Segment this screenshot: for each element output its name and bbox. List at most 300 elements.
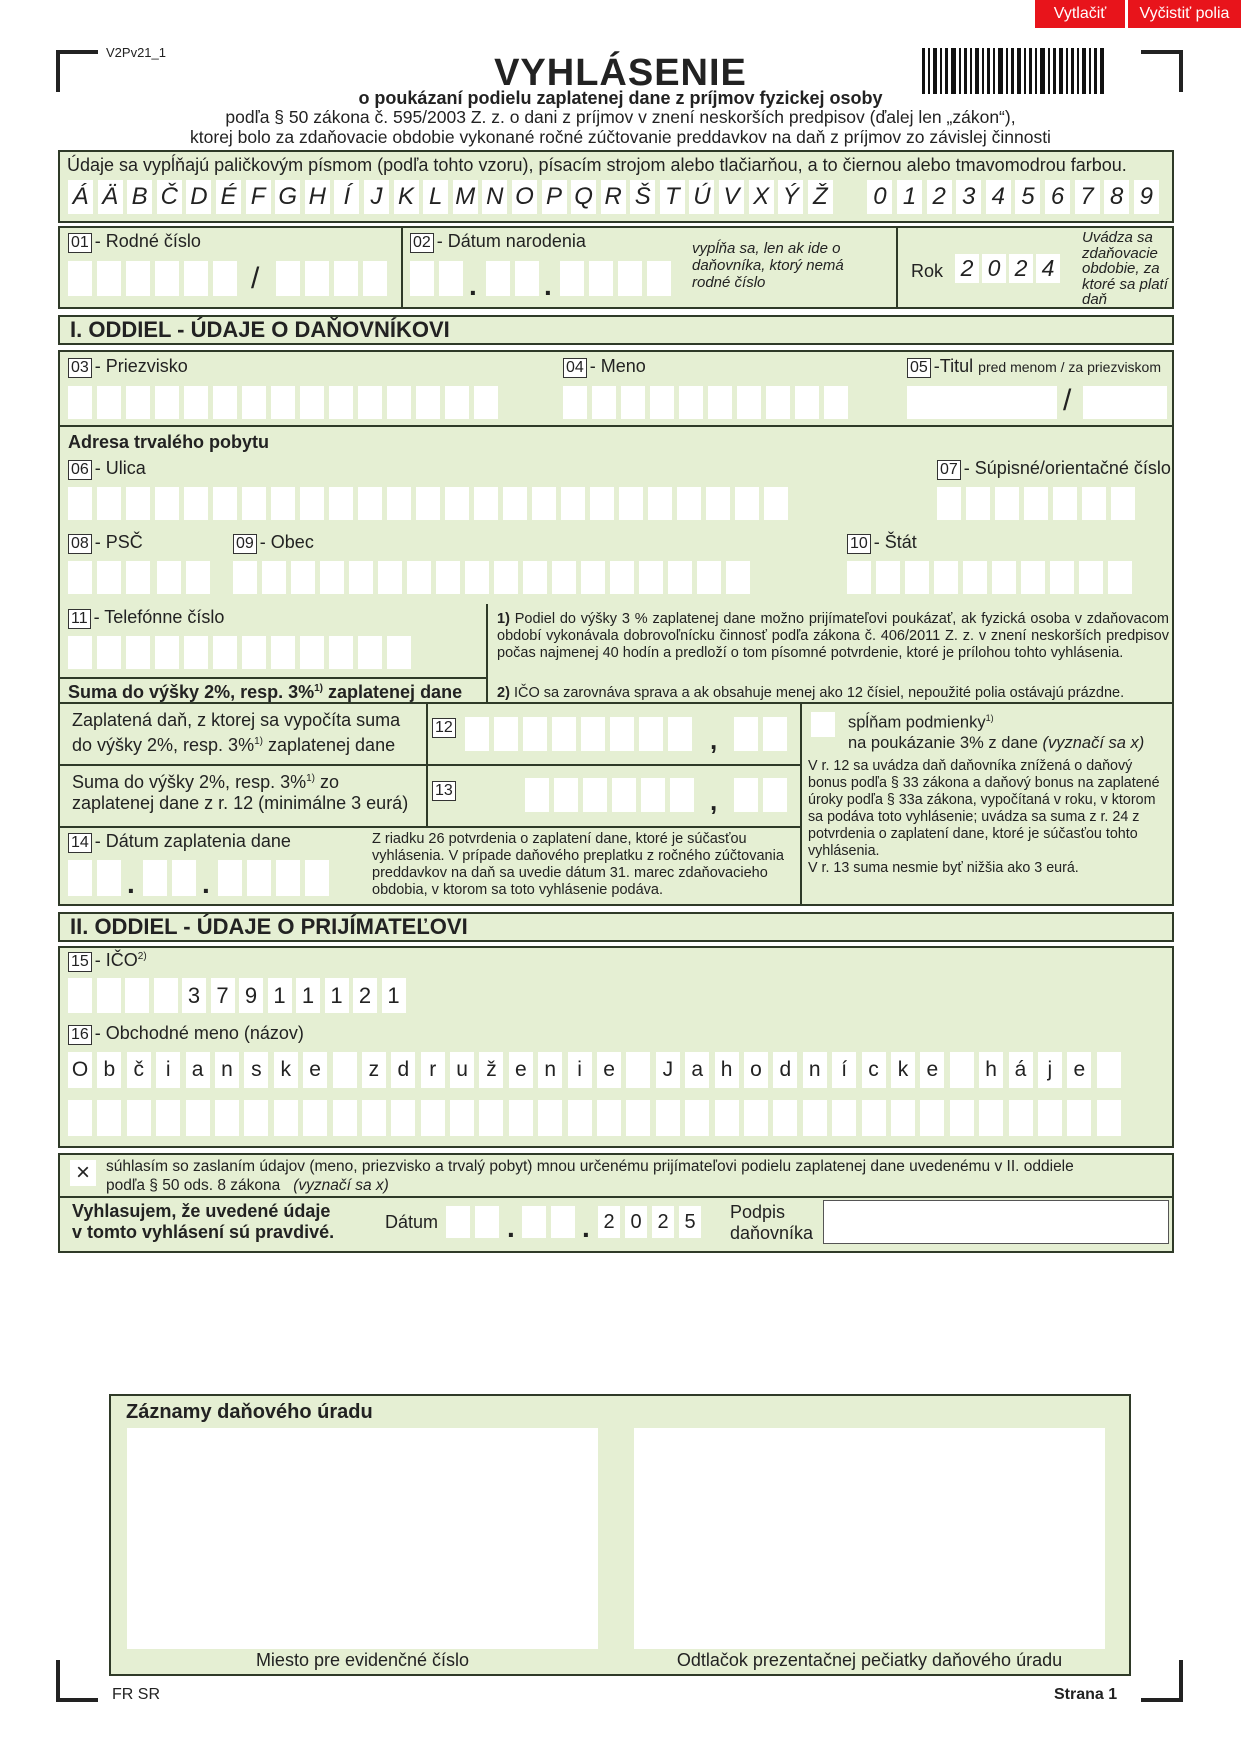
char-box[interactable] xyxy=(1009,1100,1033,1136)
char-box[interactable] xyxy=(650,386,674,419)
address-heading: Adresa trvalého pobytu xyxy=(68,432,270,452)
char-box[interactable] xyxy=(764,487,788,520)
char-box[interactable] xyxy=(329,386,353,419)
char-box[interactable]: e xyxy=(597,1052,621,1088)
char-box[interactable] xyxy=(581,561,605,594)
char-box[interactable] xyxy=(155,386,179,419)
char-box[interactable] xyxy=(126,386,150,419)
char-box[interactable] xyxy=(465,717,489,751)
char-box[interactable]: 0 xyxy=(625,1206,647,1238)
char-box[interactable]: e xyxy=(509,1052,533,1088)
char-box[interactable] xyxy=(126,561,150,594)
evidence-number-caption: Miesto pre evidenčné číslo xyxy=(255,1650,470,1670)
char-box[interactable] xyxy=(68,636,92,669)
tax-office-title: Záznamy daňového úradu xyxy=(126,1401,373,1423)
char-box[interactable] xyxy=(242,386,266,419)
char-box[interactable] xyxy=(271,386,295,419)
char-box[interactable]: b xyxy=(97,1052,121,1088)
char-box[interactable] xyxy=(494,717,518,751)
obchodne-meno-row-2[interactable] xyxy=(68,1100,1126,1136)
sample-glyph: P xyxy=(542,180,567,214)
char-box[interactable] xyxy=(97,561,121,594)
char-box[interactable] xyxy=(465,561,489,594)
birth-year[interactable] xyxy=(560,261,676,296)
char-box[interactable] xyxy=(242,487,266,520)
char-box[interactable]: d xyxy=(391,1052,415,1088)
char-box[interactable]: d xyxy=(773,1052,797,1088)
char-box[interactable] xyxy=(992,561,1016,594)
char-box[interactable]: 1 xyxy=(268,978,292,1013)
char-box[interactable] xyxy=(963,561,987,594)
ulica-field[interactable] xyxy=(68,487,793,520)
char-box[interactable] xyxy=(358,487,382,520)
char-box[interactable] xyxy=(300,386,324,419)
evidence-number-area[interactable] xyxy=(127,1428,598,1649)
label-obchodne-meno: 16 - Obchodné meno (názov) xyxy=(68,1023,304,1045)
payment-month[interactable] xyxy=(143,860,201,896)
char-box[interactable] xyxy=(626,1100,650,1136)
sample-glyph: D xyxy=(186,180,211,214)
char-box[interactable]: h xyxy=(979,1052,1003,1088)
char-box[interactable] xyxy=(242,636,266,669)
char-box[interactable] xyxy=(568,1100,592,1136)
sample-glyph: Í xyxy=(334,180,359,214)
birth-note: vypĺňa sa, len ak ide o daňovníka, ktorý nemá rodné číslo xyxy=(692,240,844,291)
char-box[interactable] xyxy=(934,561,958,594)
char-box[interactable] xyxy=(416,386,440,419)
r12-euro-field[interactable] xyxy=(465,717,697,751)
sample-glyph: Ž xyxy=(808,180,833,214)
char-box[interactable] xyxy=(387,386,411,419)
char-box[interactable] xyxy=(715,1100,739,1136)
sample-glyph: K xyxy=(394,180,419,214)
char-box[interactable] xyxy=(737,386,761,419)
clear-fields-button[interactable]: Vyčistiť polia xyxy=(1128,0,1241,28)
dot: . xyxy=(582,1212,590,1243)
char-box[interactable] xyxy=(349,561,373,594)
char-box[interactable] xyxy=(450,1100,474,1136)
supisne-cislo-field[interactable] xyxy=(937,487,1140,520)
char-box[interactable] xyxy=(668,717,692,751)
char-box[interactable] xyxy=(697,561,721,594)
char-box[interactable] xyxy=(734,717,758,751)
char-box[interactable] xyxy=(610,561,634,594)
obchodne-meno-row-1[interactable] xyxy=(68,1052,1126,1088)
char-box[interactable]: k xyxy=(891,1052,915,1088)
char-box[interactable] xyxy=(271,487,295,520)
char-box[interactable] xyxy=(832,1100,856,1136)
signature-field[interactable] xyxy=(823,1200,1169,1244)
char-box[interactable] xyxy=(734,778,758,812)
char-box[interactable] xyxy=(525,778,549,812)
sample-glyph: Č xyxy=(157,180,182,214)
char-box[interactable]: e xyxy=(1067,1052,1091,1088)
char-box[interactable] xyxy=(763,778,787,812)
char-box[interactable]: 1 xyxy=(382,978,406,1013)
char-box[interactable] xyxy=(1111,487,1135,520)
condition-checkbox[interactable] xyxy=(811,712,835,737)
char-box[interactable] xyxy=(68,487,92,520)
char-box[interactable] xyxy=(362,1100,386,1136)
psc-field-2[interactable] xyxy=(157,561,215,594)
r13-cent-field[interactable] xyxy=(734,778,792,812)
char-box[interactable]: í xyxy=(832,1052,856,1088)
char-box[interactable] xyxy=(795,386,819,419)
comma: , xyxy=(710,725,718,755)
char-box[interactable] xyxy=(244,1100,268,1136)
section-1-title: I. ODDIEL - ÚDAJE O DAŇOVNÍKOVI xyxy=(58,315,1174,345)
ico-field[interactable] xyxy=(68,978,410,1013)
char-box[interactable] xyxy=(950,1052,974,1088)
char-box[interactable] xyxy=(271,636,295,669)
char-box[interactable] xyxy=(677,487,701,520)
char-box[interactable] xyxy=(590,487,614,520)
char-box[interactable] xyxy=(619,487,643,520)
char-box[interactable] xyxy=(621,386,645,419)
char-box[interactable] xyxy=(597,1100,621,1136)
char-box[interactable] xyxy=(979,1100,1003,1136)
char-box[interactable] xyxy=(726,561,750,594)
char-box[interactable] xyxy=(1038,1100,1062,1136)
r12-cent-field[interactable] xyxy=(734,717,792,751)
char-box[interactable] xyxy=(213,386,237,419)
stat-field[interactable] xyxy=(847,561,1137,594)
char-box[interactable] xyxy=(387,487,411,520)
titul-za-field[interactable] xyxy=(1083,386,1167,419)
char-box[interactable] xyxy=(320,561,344,594)
char-box[interactable] xyxy=(641,778,665,812)
char-box[interactable] xyxy=(1067,1100,1091,1136)
print-button[interactable]: Vytlačiť xyxy=(1035,0,1125,28)
char-box[interactable] xyxy=(215,1100,239,1136)
char-box[interactable] xyxy=(97,1100,121,1136)
char-box[interactable] xyxy=(474,386,498,419)
char-box[interactable]: 1 xyxy=(296,978,320,1013)
char-box[interactable] xyxy=(329,487,353,520)
meno-field[interactable] xyxy=(563,386,853,419)
sample-glyph: 5 xyxy=(1015,180,1040,214)
char-box[interactable] xyxy=(68,1100,92,1136)
char-box[interactable] xyxy=(523,561,547,594)
char-box[interactable]: s xyxy=(244,1052,268,1088)
form-code: V2Pv21_1 xyxy=(106,45,166,60)
char-box[interactable] xyxy=(950,1100,974,1136)
char-box[interactable]: n xyxy=(215,1052,239,1088)
char-box[interactable] xyxy=(333,1100,357,1136)
char-box[interactable] xyxy=(126,636,150,669)
sample-letters xyxy=(68,180,1163,214)
char-box[interactable]: 2 xyxy=(652,1206,674,1238)
char-box[interactable] xyxy=(274,1100,298,1136)
char-box[interactable] xyxy=(157,561,181,594)
char-box[interactable] xyxy=(706,487,730,520)
char-box[interactable] xyxy=(862,1100,886,1136)
char-box[interactable] xyxy=(233,561,257,594)
char-box[interactable] xyxy=(1021,561,1045,594)
char-box[interactable] xyxy=(583,778,607,812)
char-box[interactable] xyxy=(766,386,790,419)
char-box[interactable] xyxy=(509,1100,533,1136)
char-box[interactable]: č xyxy=(127,1052,151,1088)
char-box[interactable]: k xyxy=(274,1052,298,1088)
char-box[interactable] xyxy=(824,386,848,419)
char-box[interactable] xyxy=(186,561,210,594)
char-box[interactable]: 5 xyxy=(679,1206,701,1238)
char-box[interactable] xyxy=(184,636,208,669)
char-box[interactable] xyxy=(474,487,498,520)
obec-field[interactable] xyxy=(233,561,755,594)
char-box[interactable] xyxy=(184,487,208,520)
char-box[interactable] xyxy=(358,386,382,419)
birth-month[interactable] xyxy=(486,261,544,296)
char-box[interactable] xyxy=(561,487,585,520)
char-box[interactable] xyxy=(532,487,556,520)
char-box[interactable] xyxy=(68,386,92,419)
char-box[interactable] xyxy=(184,386,208,419)
char-box[interactable] xyxy=(303,1100,327,1136)
telefon-field[interactable] xyxy=(68,636,416,669)
char-box[interactable] xyxy=(126,487,150,520)
payment-year[interactable] xyxy=(218,860,334,896)
char-box[interactable] xyxy=(387,636,411,669)
sample-glyph: 3 xyxy=(956,180,981,214)
char-box[interactable] xyxy=(552,717,576,751)
char-box[interactable] xyxy=(407,561,431,594)
char-box[interactable] xyxy=(1053,487,1077,520)
char-box[interactable] xyxy=(97,487,121,520)
form-title: VYHLÁSENIE xyxy=(494,52,747,94)
rodne-cislo-part2[interactable] xyxy=(276,261,392,296)
char-box[interactable] xyxy=(656,1100,680,1136)
char-box[interactable]: 0 xyxy=(982,254,1006,283)
char-box[interactable] xyxy=(503,487,527,520)
char-box[interactable] xyxy=(378,561,402,594)
sample-glyph: 0 xyxy=(867,180,892,214)
priezvisko-field[interactable] xyxy=(68,386,503,419)
char-box[interactable] xyxy=(97,386,121,419)
declaration-statement: Vyhlasujem, že uvedené údaje v tomto vyhlásení sú pravdivé. xyxy=(72,1201,335,1242)
char-box[interactable]: ž xyxy=(479,1052,503,1088)
char-box[interactable] xyxy=(300,636,324,669)
char-box[interactable] xyxy=(803,1100,827,1136)
char-box[interactable] xyxy=(773,1100,797,1136)
char-box[interactable] xyxy=(494,561,518,594)
declaration-day[interactable] xyxy=(446,1206,504,1238)
char-box[interactable] xyxy=(291,561,315,594)
corner-mark xyxy=(56,1660,98,1702)
char-box[interactable] xyxy=(679,386,703,419)
char-box[interactable]: 2 xyxy=(353,978,377,1013)
char-box[interactable] xyxy=(1097,1100,1121,1136)
char-box[interactable] xyxy=(966,487,990,520)
psc-field-1[interactable] xyxy=(68,561,155,594)
char-box[interactable] xyxy=(1108,561,1132,594)
payment-day[interactable] xyxy=(68,860,126,896)
char-box[interactable] xyxy=(262,561,286,594)
char-box[interactable] xyxy=(68,978,92,1013)
label-obec: 09 - Obec xyxy=(233,532,314,554)
consent-text: súhlasím so zaslaním údajov (meno, priezvisko a trvalý pobyt) mnou určenému prijímateľovi podielu zaplatenej dane uvedenému v II. oddiele podľa § 50 ods. 8 zákona (vyznačí sa x) xyxy=(106,1158,1074,1194)
char-box[interactable]: 2 xyxy=(1009,254,1033,283)
char-box[interactable] xyxy=(735,487,759,520)
char-box[interactable] xyxy=(445,487,469,520)
char-box[interactable]: 1 xyxy=(325,978,349,1013)
char-box[interactable]: 9 xyxy=(239,978,263,1013)
label-psc: 08 - PSČ xyxy=(68,532,143,554)
char-box[interactable] xyxy=(213,636,237,669)
char-box[interactable] xyxy=(97,636,121,669)
char-box[interactable] xyxy=(554,778,578,812)
char-box[interactable] xyxy=(995,487,1019,520)
char-box[interactable]: j xyxy=(1038,1052,1062,1088)
char-box[interactable] xyxy=(538,1100,562,1136)
char-box[interactable] xyxy=(1097,1052,1121,1088)
char-box[interactable] xyxy=(186,1100,210,1136)
char-box[interactable] xyxy=(97,978,121,1013)
char-box[interactable] xyxy=(648,487,672,520)
char-box[interactable] xyxy=(626,1052,650,1088)
header-line-2: ktorej bolo za zdaňovacie obdobie vykonané ročné zúčtovanie preddavkov na daň z príjmov zo závislej činnosti xyxy=(190,127,1051,147)
char-box[interactable] xyxy=(744,1100,768,1136)
r13-euro-field[interactable] xyxy=(525,778,699,812)
char-box[interactable]: 3 xyxy=(182,978,206,1013)
char-box[interactable] xyxy=(668,561,692,594)
char-box[interactable] xyxy=(876,561,900,594)
char-box[interactable]: h xyxy=(715,1052,739,1088)
sample-glyph: V xyxy=(719,180,744,214)
sample-glyph: Š xyxy=(630,180,655,214)
consent-checkbox[interactable]: × xyxy=(70,1160,96,1186)
titul-pred-field[interactable] xyxy=(907,386,1057,419)
sample-glyph: B xyxy=(127,180,152,214)
char-box[interactable]: a xyxy=(685,1052,709,1088)
char-box[interactable]: 2 xyxy=(598,1206,620,1238)
dot: . xyxy=(507,1212,515,1243)
char-box[interactable] xyxy=(213,487,237,520)
sample-glyph: O xyxy=(512,180,537,214)
rodne-cislo-part1[interactable] xyxy=(68,261,242,296)
char-box[interactable] xyxy=(847,561,871,594)
label-rodne-cislo: 01 - Rodné číslo xyxy=(68,231,201,253)
sample-glyph: 7 xyxy=(1075,180,1100,214)
char-box[interactable] xyxy=(1082,487,1106,520)
char-box[interactable]: n xyxy=(538,1052,562,1088)
char-box[interactable] xyxy=(563,386,587,419)
char-box[interactable] xyxy=(639,717,663,751)
label-ulica: 06 - Ulica xyxy=(68,458,146,480)
char-box[interactable]: O xyxy=(68,1052,92,1088)
declaration-year[interactable] xyxy=(598,1206,706,1238)
titul-slash: / xyxy=(1063,384,1072,417)
header-line-1: podľa § 50 zákona č. 595/2003 Z. z. o dani z príjmov v znení neskorších predpisov (ďalej len „zákon“), xyxy=(225,107,1016,127)
char-box[interactable] xyxy=(329,636,353,669)
sample-glyph: 9 xyxy=(1134,180,1159,214)
char-box[interactable] xyxy=(445,386,469,419)
char-box[interactable] xyxy=(391,1100,415,1136)
footer-page: Strana 1 xyxy=(1054,1686,1118,1703)
declaration-date-label: Dátum xyxy=(385,1212,439,1232)
char-box[interactable]: J xyxy=(656,1052,680,1088)
char-box[interactable] xyxy=(920,1100,944,1136)
char-box[interactable] xyxy=(639,561,663,594)
r13-num: 13 xyxy=(432,779,459,801)
sample-glyph: É xyxy=(216,180,241,214)
char-box[interactable]: á xyxy=(1009,1052,1033,1088)
char-box[interactable] xyxy=(333,1052,357,1088)
char-box[interactable] xyxy=(891,1100,915,1136)
char-box[interactable]: i xyxy=(156,1052,180,1088)
char-box[interactable] xyxy=(592,386,616,419)
char-box[interactable] xyxy=(479,1100,503,1136)
char-box[interactable] xyxy=(436,561,460,594)
char-box[interactable]: c xyxy=(862,1052,886,1088)
char-box[interactable]: o xyxy=(744,1052,768,1088)
declaration-month[interactable] xyxy=(522,1206,580,1238)
char-box[interactable]: r xyxy=(421,1052,445,1088)
char-box[interactable]: 2 xyxy=(955,254,979,283)
corner-mark xyxy=(1141,1660,1183,1702)
char-box[interactable] xyxy=(155,487,179,520)
char-box[interactable] xyxy=(1024,487,1048,520)
char-box[interactable] xyxy=(155,636,179,669)
char-box[interactable] xyxy=(552,561,576,594)
sample-glyph: N xyxy=(482,180,507,214)
birth-day[interactable] xyxy=(410,261,468,296)
char-box[interactable] xyxy=(763,717,787,751)
char-box[interactable]: u xyxy=(450,1052,474,1088)
char-box[interactable] xyxy=(685,1100,709,1136)
sample-glyph: Q xyxy=(571,180,596,214)
char-box[interactable]: 7 xyxy=(211,978,235,1013)
char-box[interactable] xyxy=(68,561,92,594)
char-box[interactable]: a xyxy=(186,1052,210,1088)
char-box[interactable] xyxy=(610,717,634,751)
char-box[interactable] xyxy=(1050,561,1074,594)
sample-glyph: 6 xyxy=(1045,180,1070,214)
sample-glyph: R xyxy=(601,180,626,214)
dot: . xyxy=(544,270,552,301)
char-box[interactable] xyxy=(125,978,149,1013)
char-box[interactable] xyxy=(937,487,961,520)
sample-glyph: J xyxy=(364,180,389,214)
char-box[interactable]: e xyxy=(303,1052,327,1088)
char-box[interactable] xyxy=(523,717,547,751)
char-box[interactable] xyxy=(708,386,732,419)
char-box[interactable] xyxy=(156,1100,180,1136)
char-box[interactable]: i xyxy=(568,1052,592,1088)
char-box[interactable]: n xyxy=(803,1052,827,1088)
char-box[interactable] xyxy=(1079,561,1103,594)
suma-heading: Suma do výšky 2%, resp. 3%$^{1)}$ zaplatenej dane xyxy=(68,682,463,702)
office-stamp-area[interactable] xyxy=(634,1428,1105,1649)
label-ico: 15 - IČO$^{2)}$ xyxy=(68,950,147,972)
char-box[interactable]: 4 xyxy=(1036,254,1060,283)
char-box[interactable]: z xyxy=(362,1052,386,1088)
char-box[interactable] xyxy=(581,717,605,751)
char-box[interactable] xyxy=(127,1100,151,1136)
char-box[interactable] xyxy=(416,487,440,520)
char-box[interactable] xyxy=(670,778,694,812)
char-box[interactable] xyxy=(154,978,178,1013)
char-box[interactable]: e xyxy=(920,1052,944,1088)
char-box[interactable] xyxy=(358,636,382,669)
char-box[interactable] xyxy=(612,778,636,812)
char-box[interactable] xyxy=(905,561,929,594)
dot: . xyxy=(202,868,210,899)
char-box[interactable] xyxy=(421,1100,445,1136)
rok-field[interactable] xyxy=(955,254,1063,283)
char-box[interactable] xyxy=(300,487,324,520)
